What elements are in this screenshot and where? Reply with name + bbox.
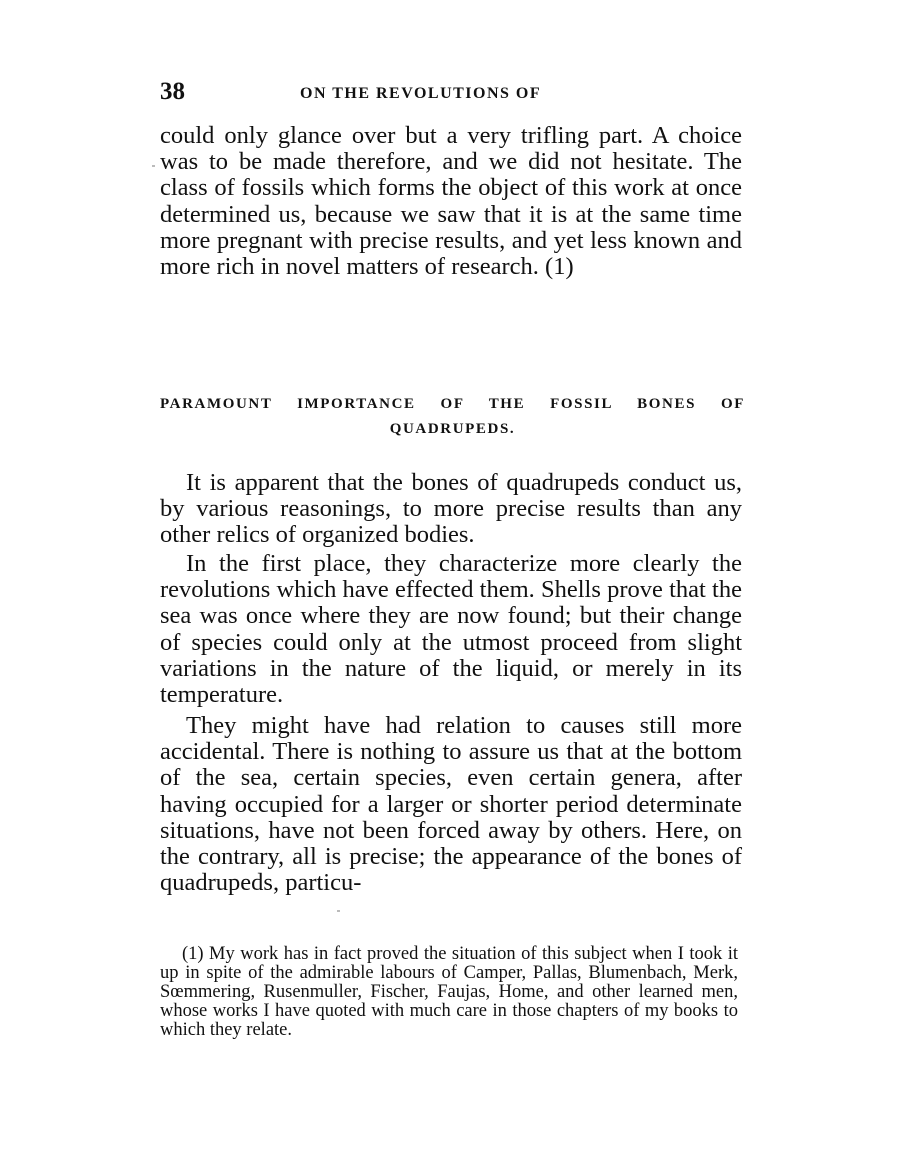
paragraph-accidental-causes: They might have had relation to causes still more accidental. There is nothing to assure us that at the bottom of the sea, certain species, even certain genera, after having occupied for a larger or shorter period determinate situations, have not been forced away by others. Here, on the contrary, all is precise; the appearance of the bones of quadrupeds, particu-: [160, 712, 742, 897]
section-heading-line-1: PARAMOUNT IMPORTANCE OF THE FOSSIL BONES OF: [160, 396, 745, 412]
page-number: 38: [160, 78, 185, 105]
print-speck: [152, 165, 155, 167]
section-heading-line-2: QUADRUPEDS.: [389, 421, 516, 437]
paragraph-bones-conduct: It is apparent that the bones of quadrupeds conduct us, by various reasonings, to more precise results than any other relics of organized bodies.: [160, 469, 742, 549]
section-heading: [160, 392, 745, 442]
running-head: [160, 78, 745, 108]
print-speck: [337, 910, 340, 912]
paragraph-continuation: could only glance over but a very trifling part. A choice was to be made therefore, and we did not hesitate. The class of fossils which forms the object of this work at once determined us, because we saw that it is at the same time more pregnant with precise results, and yet less known and more rich in novel matters of research. (1): [160, 122, 742, 281]
paragraph-first-place: In the first place, they characterize more clearly the revolutions which have effected them. Shells prove that the sea was once where they are now found; but their change of species could only at the utmost proceed from slight variations in the nature of the liquid, or merely in its temperature.: [160, 550, 742, 709]
footnote: (1) My work has in fact proved the situation of this subject when I took it up in spite of the admirable labours of Camper, Pallas, Blumenbach, Merk, Sœmmering, Rusenmuller, Fischer, Faujas, Home, and other learned men, whose works I have quoted with much care in those chapters of my books to which they relate.: [160, 944, 738, 1040]
running-title: ON THE REVOLUTIONS OF: [300, 85, 542, 102]
